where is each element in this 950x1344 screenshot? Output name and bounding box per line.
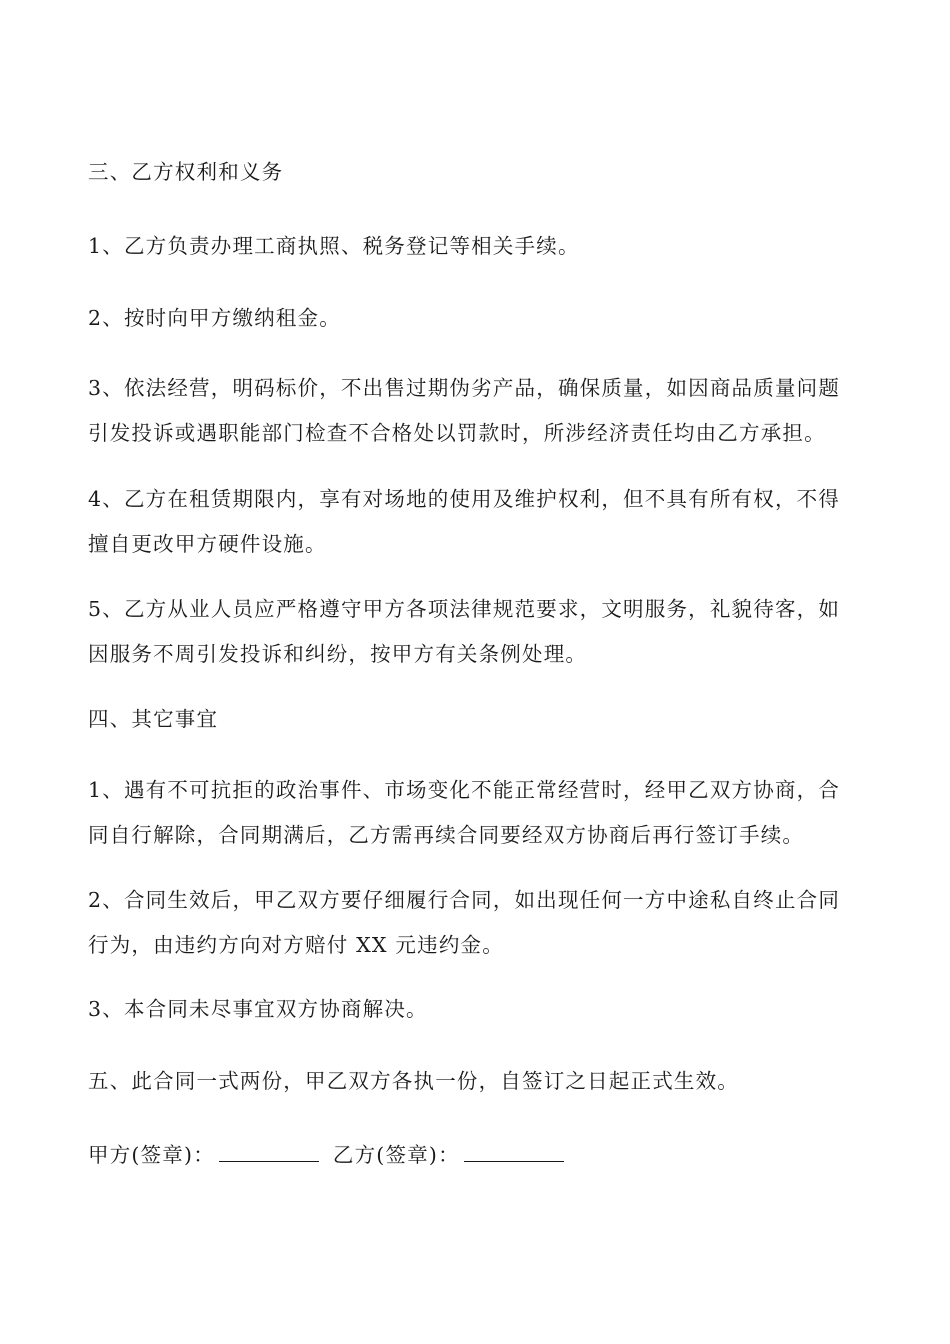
section-4-title: 四、其它事宜 <box>88 707 219 731</box>
section-4-item-2-line-2: 行为，由违约方向对方赔付 XX 元违约金。 <box>88 933 504 957</box>
section-3-item-4-line-1: 4、乙方在租赁期限内，享有对场地的使用及维护权利，但不具有所有权，不得 <box>88 487 841 511</box>
section-4-item-1 <box>88 768 863 858</box>
party-b-label: 乙方(签章)： <box>332 1143 460 1167</box>
section-3-item-3 <box>88 366 863 456</box>
party-a-label: 甲方(签章)： <box>88 1143 215 1167</box>
section-5-text: 五、此合同一式两份，甲乙双方各执一份，自签订之日起正式生效。 <box>88 1069 739 1093</box>
section-3-item-4 <box>88 477 863 567</box>
section-4-item-2-line-1: 2、合同生效后，甲乙双方要仔细履行合同，如出现任何一方中途私自终止合同 <box>88 888 841 912</box>
section-3-item-5 <box>88 587 863 677</box>
section-3-item-5-line-2: 因服务不周引发投诉和纠纷，按甲方有关条例处理。 <box>88 642 588 666</box>
section-4-item-2 <box>88 878 863 968</box>
section-3-item-4-line-2: 擅自更改甲方硬件设施。 <box>88 532 327 556</box>
signature-line <box>88 1133 578 1178</box>
section-4-item-1-line-1: 1、遇有不可抗拒的政治事件、市场变化不能正常经营时，经甲乙双方协商，合 <box>88 778 841 802</box>
party-b-signature-blank <box>464 1141 564 1162</box>
section-4-item-3 <box>88 987 863 1032</box>
section-3-item-3-line-2: 引发投诉或遇职能部门检查不合格处以罚款时，所涉经济责任均由乙方承担。 <box>88 421 826 445</box>
section-3-item-3-line-1: 3、依法经营，明码标价，不出售过期伪劣产品，确保质量，如因商品质量问题 <box>88 376 841 400</box>
section-3-item-2 <box>88 296 863 341</box>
section-4-item-3-text: 3、本合同未尽事宜双方协商解决。 <box>88 997 428 1021</box>
section-3-item-5-line-1: 5、乙方从业人员应严格遵守甲方各项法律规范要求，文明服务，礼貌待客，如 <box>88 597 841 621</box>
section-3-item-2-text: 2、按时向甲方缴纳租金。 <box>88 306 341 330</box>
section-3-title: 三、乙方权利和义务 <box>88 160 284 184</box>
section-4-item-1-line-2: 同自行解除，合同期满后，乙方需再续合同要经双方协商后再行签订手续。 <box>88 823 805 847</box>
section-3-item-1 <box>88 224 863 269</box>
section-4-heading <box>88 697 863 742</box>
section-3-item-1-text: 1、乙方负责办理工商执照、税务登记等相关手续。 <box>88 234 580 258</box>
section-5 <box>88 1059 863 1104</box>
section-3-heading <box>88 150 863 195</box>
party-a-signature-blank <box>219 1141 319 1162</box>
